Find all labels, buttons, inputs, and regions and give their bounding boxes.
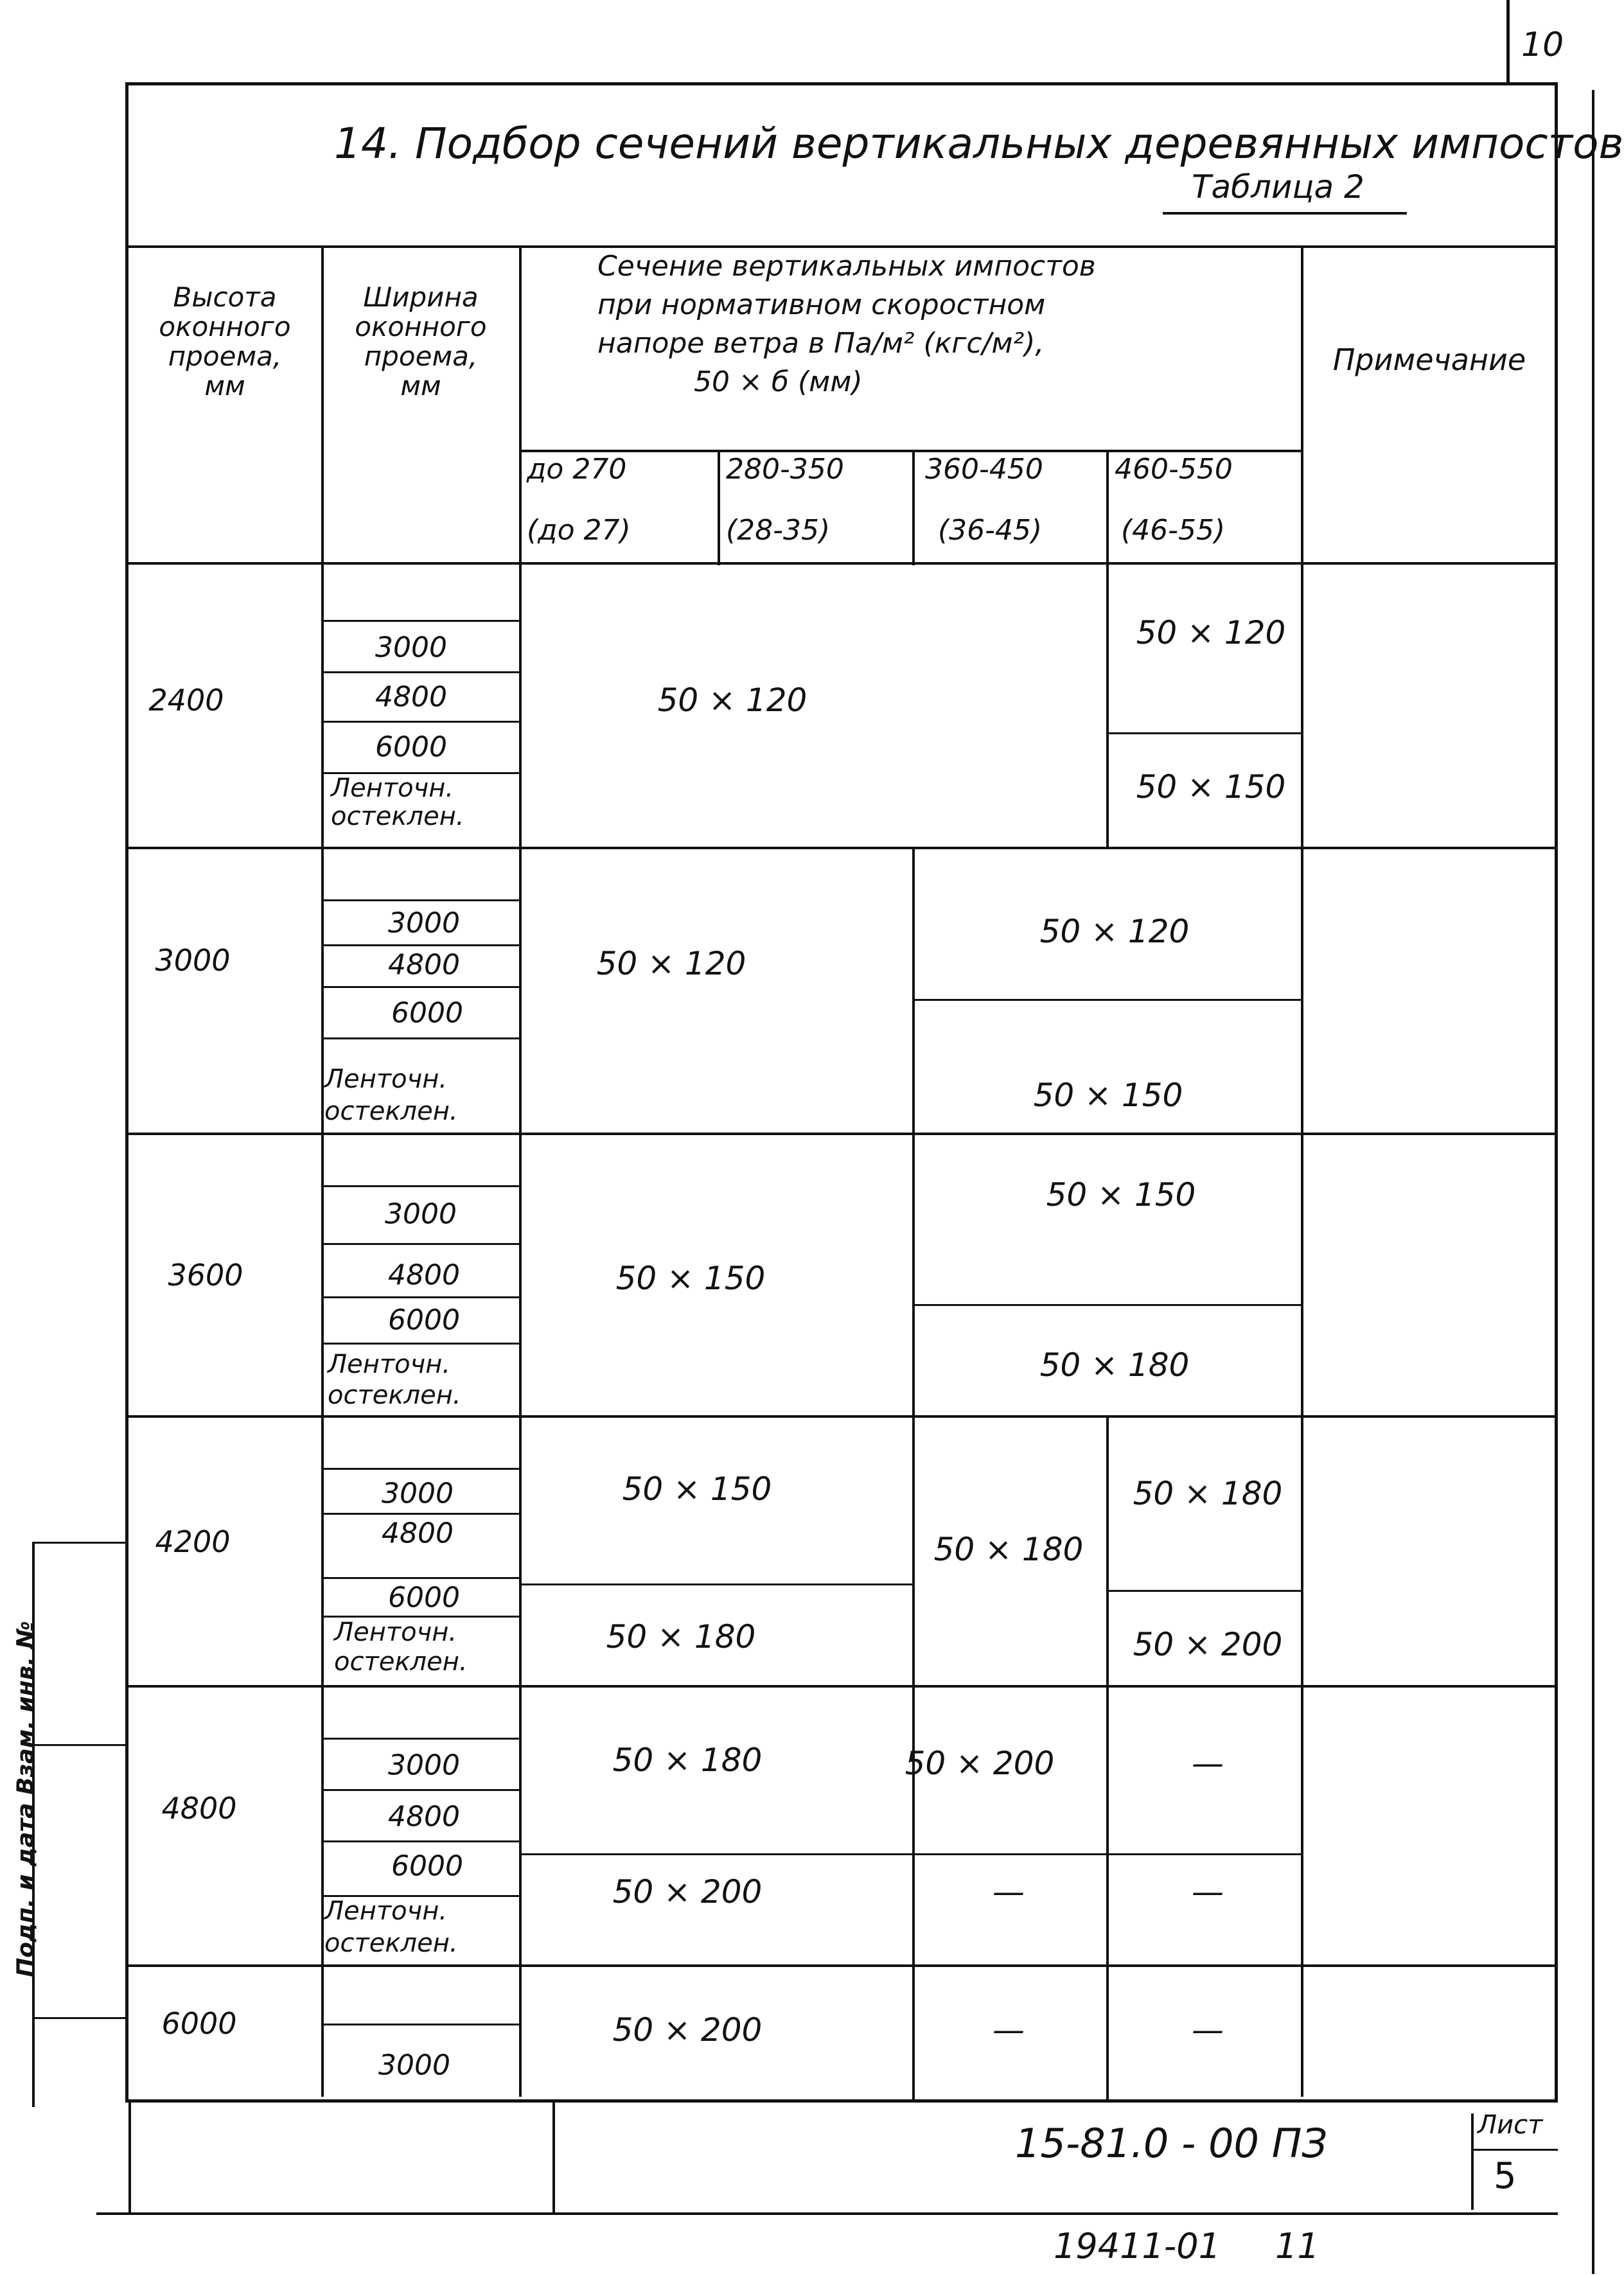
width-ribbon: Ленточн. остеклен. bbox=[324, 1896, 458, 1958]
width-ribbon: Ленточн. остеклен. bbox=[331, 773, 464, 831]
frame-top bbox=[125, 82, 1558, 85]
width-6000: 6000 bbox=[388, 1581, 460, 1614]
width-6000: 6000 bbox=[391, 996, 463, 1030]
sheet-number: 5 bbox=[1494, 2155, 1517, 2197]
section-cell: 50 × 120 bbox=[596, 945, 746, 982]
section-cell: — bbox=[993, 2011, 1025, 2049]
section-cell: 50 × 150 bbox=[622, 1470, 772, 1508]
width-3000: 3000 bbox=[388, 906, 460, 940]
width-3000: 3000 bbox=[388, 1749, 460, 1782]
pressure-col-3-kgs: (36-45) bbox=[938, 514, 1043, 547]
pressure-col-1-kgs: (до 27) bbox=[527, 514, 631, 547]
section-cell: 50 × 180 bbox=[606, 1618, 756, 1655]
height-2400: 2400 bbox=[148, 683, 224, 718]
section-cell: 50 × 200 bbox=[612, 1873, 763, 1910]
height-4800: 4800 bbox=[161, 1791, 237, 1826]
height-3000: 3000 bbox=[155, 943, 231, 978]
width-ribbon: Ленточн. остеклен. bbox=[334, 1618, 468, 1677]
width-3000: 3000 bbox=[382, 1477, 454, 1510]
height-4200: 4200 bbox=[155, 1524, 231, 1559]
frame-right bbox=[1555, 82, 1558, 2103]
width-ribbon: Ленточн. остеклен. bbox=[324, 1064, 458, 1126]
width-3000: 3000 bbox=[378, 2049, 450, 2082]
section-cell: — bbox=[1192, 1873, 1224, 1910]
section-cell: 50 × 180 bbox=[933, 1531, 1084, 1568]
section-cell: 50 × 150 bbox=[615, 1260, 766, 1297]
section-cell: 50 × 150 bbox=[1033, 1077, 1183, 1114]
width-4800: 4800 bbox=[388, 1800, 460, 1833]
table-title: 14. Подбор сечений вертикальных деревянных импостов bbox=[334, 119, 1624, 168]
height-6000: 6000 bbox=[161, 2006, 237, 2041]
width-4800: 4800 bbox=[388, 948, 460, 982]
section-cell: 50 × 200 bbox=[612, 2011, 763, 2049]
width-4800: 4800 bbox=[375, 680, 447, 714]
section-cell: 50 × 180 bbox=[612, 1742, 763, 1779]
sheet-label: Лист bbox=[1478, 2110, 1543, 2140]
width-4800: 4800 bbox=[388, 1258, 460, 1292]
width-6000: 6000 bbox=[388, 1303, 460, 1337]
header-note: Примечание bbox=[1332, 342, 1526, 377]
doc-code: 15-81.0 - 00 ПЗ bbox=[1015, 2120, 1328, 2167]
section-cell: 50 × 180 bbox=[1133, 1475, 1283, 1512]
table-label: Таблица 2 bbox=[1192, 168, 1364, 206]
width-4800: 4800 bbox=[382, 1517, 454, 1550]
section-cell: 50 × 120 bbox=[657, 682, 808, 719]
archive-suffix: 11 bbox=[1275, 2226, 1320, 2266]
section-cell: — bbox=[1192, 2011, 1224, 2049]
pressure-col-1: до 270 bbox=[527, 453, 627, 486]
section-cell: — bbox=[993, 1873, 1025, 1910]
section-cell: 50 × 120 bbox=[1039, 913, 1190, 950]
archive-number: 19411-01 bbox=[1054, 2226, 1221, 2266]
pressure-col-2-kgs: (28-35) bbox=[726, 514, 831, 547]
section-cell: 50 × 150 bbox=[1136, 768, 1286, 806]
section-cell: 50 × 180 bbox=[1039, 1346, 1190, 1384]
width-ribbon: Ленточн. остеклен. bbox=[328, 1350, 461, 1410]
header-height: Высота оконного проема, мм bbox=[159, 281, 291, 401]
section-cell: — bbox=[1192, 1745, 1224, 1782]
pressure-col-4: 460-550 bbox=[1115, 453, 1233, 486]
header-section: Сечение вертикальных импостов при нормативном скоростном напоре ветра в Па/м² (кгс/м²), 50 × б (мм) bbox=[597, 250, 1096, 398]
section-cell: 50 × 200 bbox=[1133, 1626, 1283, 1663]
frame-bottom bbox=[125, 2099, 1558, 2103]
section-cell: 50 × 120 bbox=[1136, 614, 1286, 651]
height-3600: 3600 bbox=[168, 1258, 243, 1292]
pressure-col-4-kgs: (46-55) bbox=[1121, 514, 1226, 547]
frame-left bbox=[125, 82, 128, 2103]
section-cell: 50 × 200 bbox=[905, 1745, 1055, 1782]
width-3000: 3000 bbox=[375, 631, 447, 664]
pressure-col-3: 360-450 bbox=[925, 453, 1043, 486]
section-cell: 50 × 150 bbox=[1046, 1176, 1196, 1213]
width-3000: 3000 bbox=[385, 1197, 457, 1231]
side-stamp: Подп. и дата Взам. инв. № bbox=[12, 1621, 39, 1977]
header-width: Ширина оконного проема, мм bbox=[355, 281, 487, 401]
page-number: 10 bbox=[1521, 26, 1564, 64]
pressure-col-2: 280-350 bbox=[726, 453, 844, 486]
width-6000: 6000 bbox=[375, 730, 447, 764]
width-6000: 6000 bbox=[391, 1849, 463, 1883]
